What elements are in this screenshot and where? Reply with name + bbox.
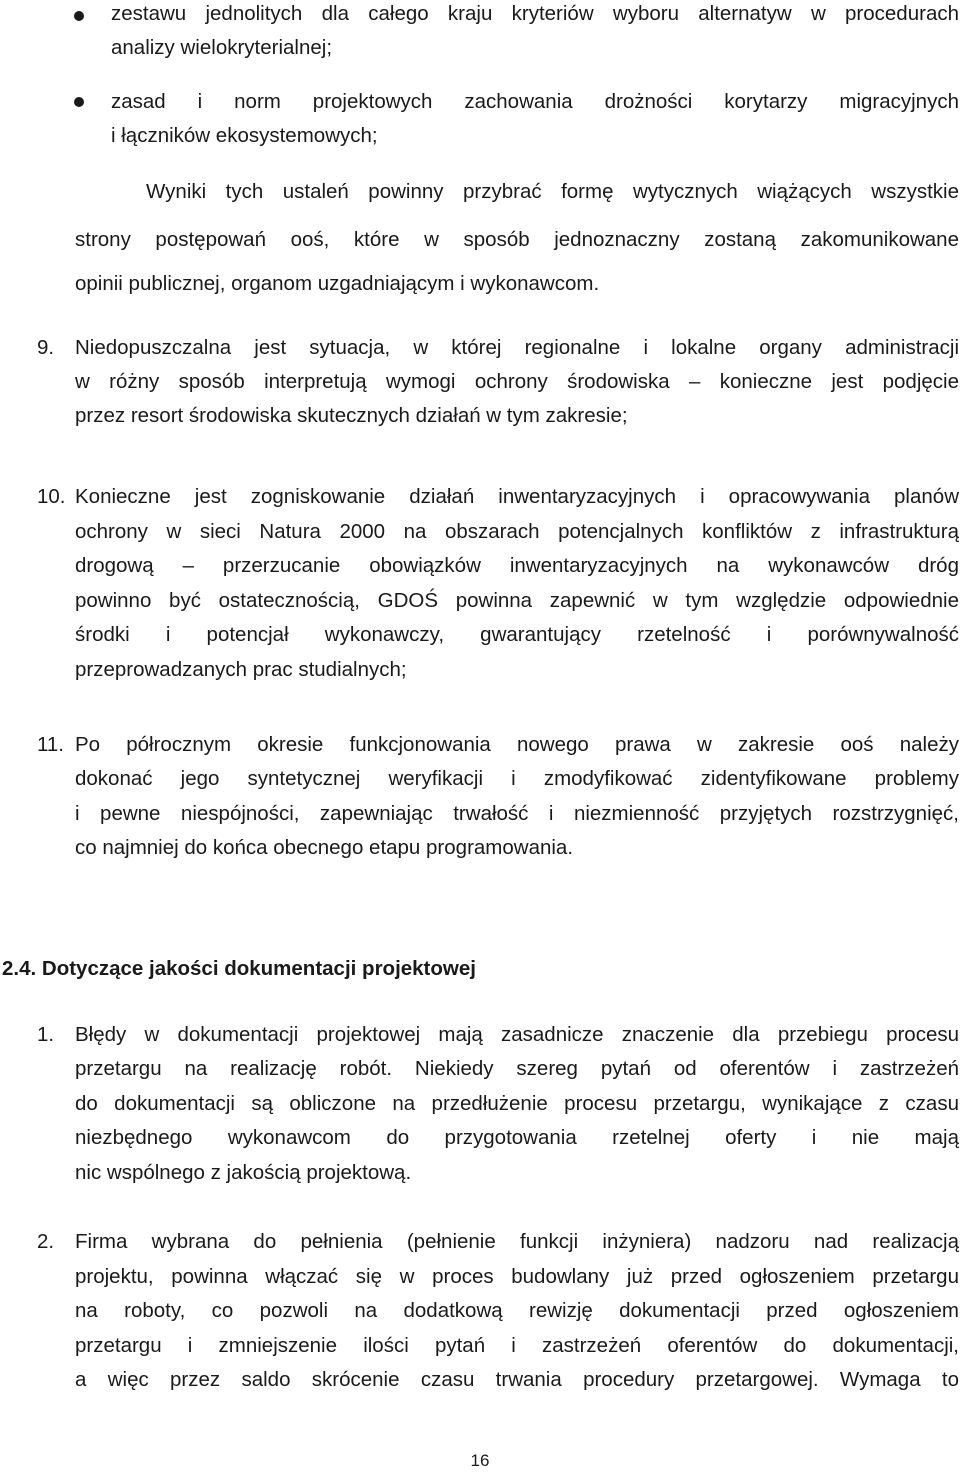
bullet-1-line-1: zestawu jednolitych dla całego kraju kryteriów wyboru alternatyw w procedurach — [111, 2, 959, 25]
bullet-marker — [74, 11, 84, 21]
section-item-1-line-3: do dokumentacji są obliczone na przedłużenie procesu przetargu, wynikające z czasu — [75, 1092, 959, 1115]
section-item-2-line-1: Firma wybrana do pełnienia (pełnienie funkcji inżyniera) nadzoru nad realizacją — [75, 1230, 959, 1253]
item-10-line-2: ochrony w sieci Natura 2000 na obszarach potencjalnych konfliktów z infrastrukturą — [75, 520, 959, 543]
item-10-line-5: środki i potencjał wykonawczy, gwarantujący rzetelność i porównywalność — [75, 623, 959, 646]
paragraph-line-3: opinii publicznej, organom uzgadniającym i wykonawcom. — [75, 272, 600, 295]
item-11-line-4: co najmniej do końca obecnego etapu programowania. — [75, 836, 574, 859]
item-number: 9. — [37, 336, 55, 359]
item-11-line-3: i pewne niespójności, zapewniając trwałość i niezmienność przyjętych rozstrzygnięć, — [75, 802, 959, 825]
item-9-line-2: w różny sposób interpretują wymogi ochrony środowiska – konieczne jest podjęcie — [75, 370, 959, 393]
item-11-line-1: Po półrocznym okresie funkcjonowania nowego prawa w zakresie ooś należy — [75, 733, 959, 756]
section-item-1-line-1: Błędy w dokumentacji projektowej mają zasadnicze znaczenie dla przebiegu procesu — [75, 1023, 959, 1046]
page-number: 16 — [470, 1451, 490, 1470]
bullet-marker — [74, 97, 84, 107]
bullet-1-line-2: analizy wielokryterialnej; — [111, 36, 333, 59]
section-item-1-line-4: niezbędnego wykonawcom do przygotowania rzetelnej oferty i nie mają — [75, 1126, 959, 1149]
item-number: 10. — [37, 485, 66, 508]
section-heading: 2.4. Dotyczące jakości dokumentacji projektowej — [2, 957, 476, 980]
item-10-line-6: przeprowadzanych prac studialnych; — [75, 658, 407, 681]
section-item-2-line-4: przetargu i zmniejszenie ilości pytań i zastrzeżeń oferentów do dokumentacji, — [75, 1334, 959, 1357]
paragraph-line-2: strony postępowań ooś, które w sposób jednoznaczny zostaną zakomunikowane — [75, 228, 959, 251]
bullet-2-line-1: zasad i norm projektowych zachowania drożności korytarzy migracyjnych — [111, 90, 959, 113]
item-10-line-1: Konieczne jest zogniskowanie działań inwentaryzacyjnych i opracowywania planów — [75, 485, 959, 508]
item-10-line-3: drogową – przerzucanie obowiązków inwentaryzacyjnych na wykonawców dróg — [75, 554, 959, 577]
section-item-1-line-5: nic wspólnego z jakością projektową. — [75, 1161, 412, 1184]
item-number: 1. — [37, 1023, 55, 1046]
section-item-2-line-3: na roboty, co pozwoli na dodatkową rewizję dokumentacji przed ogłoszeniem — [75, 1299, 959, 1322]
item-10-line-4: powinno być ostatecznością, GDOŚ powinna zapewnić w tym względzie odpowiednie — [75, 589, 959, 612]
bullet-2-line-2: i łączników ekosystemowych; — [111, 124, 378, 147]
paragraph-line-1: Wyniki tych ustaleń powinny przybrać formę wytycznych wiążących wszystkie — [146, 180, 959, 203]
item-9-line-3: przez resort środowiska skutecznych działań w tym zakresie; — [75, 404, 628, 427]
item-number: 2. — [37, 1230, 55, 1253]
section-item-1-line-2: przetargu na realizację robót. Niekiedy szereg pytań od oferentów i zastrzeżeń — [75, 1057, 959, 1080]
item-11-line-2: dokonać jego syntetycznej weryfikacji i zmodyfikować zidentyfikowane problemy — [75, 767, 959, 790]
item-9-line-1: Niedopuszczalna jest sytuacja, w której regionalne i lokalne organy administracji — [75, 336, 959, 359]
section-item-2-line-5: a więc przez saldo skrócenie czasu trwania procedury przetargowej. Wymaga to — [75, 1368, 959, 1391]
section-item-2-line-2: projektu, powinna włączać się w proces budowlany już przed ogłoszeniem przetargu — [75, 1265, 959, 1288]
item-number: 11. — [37, 733, 64, 756]
